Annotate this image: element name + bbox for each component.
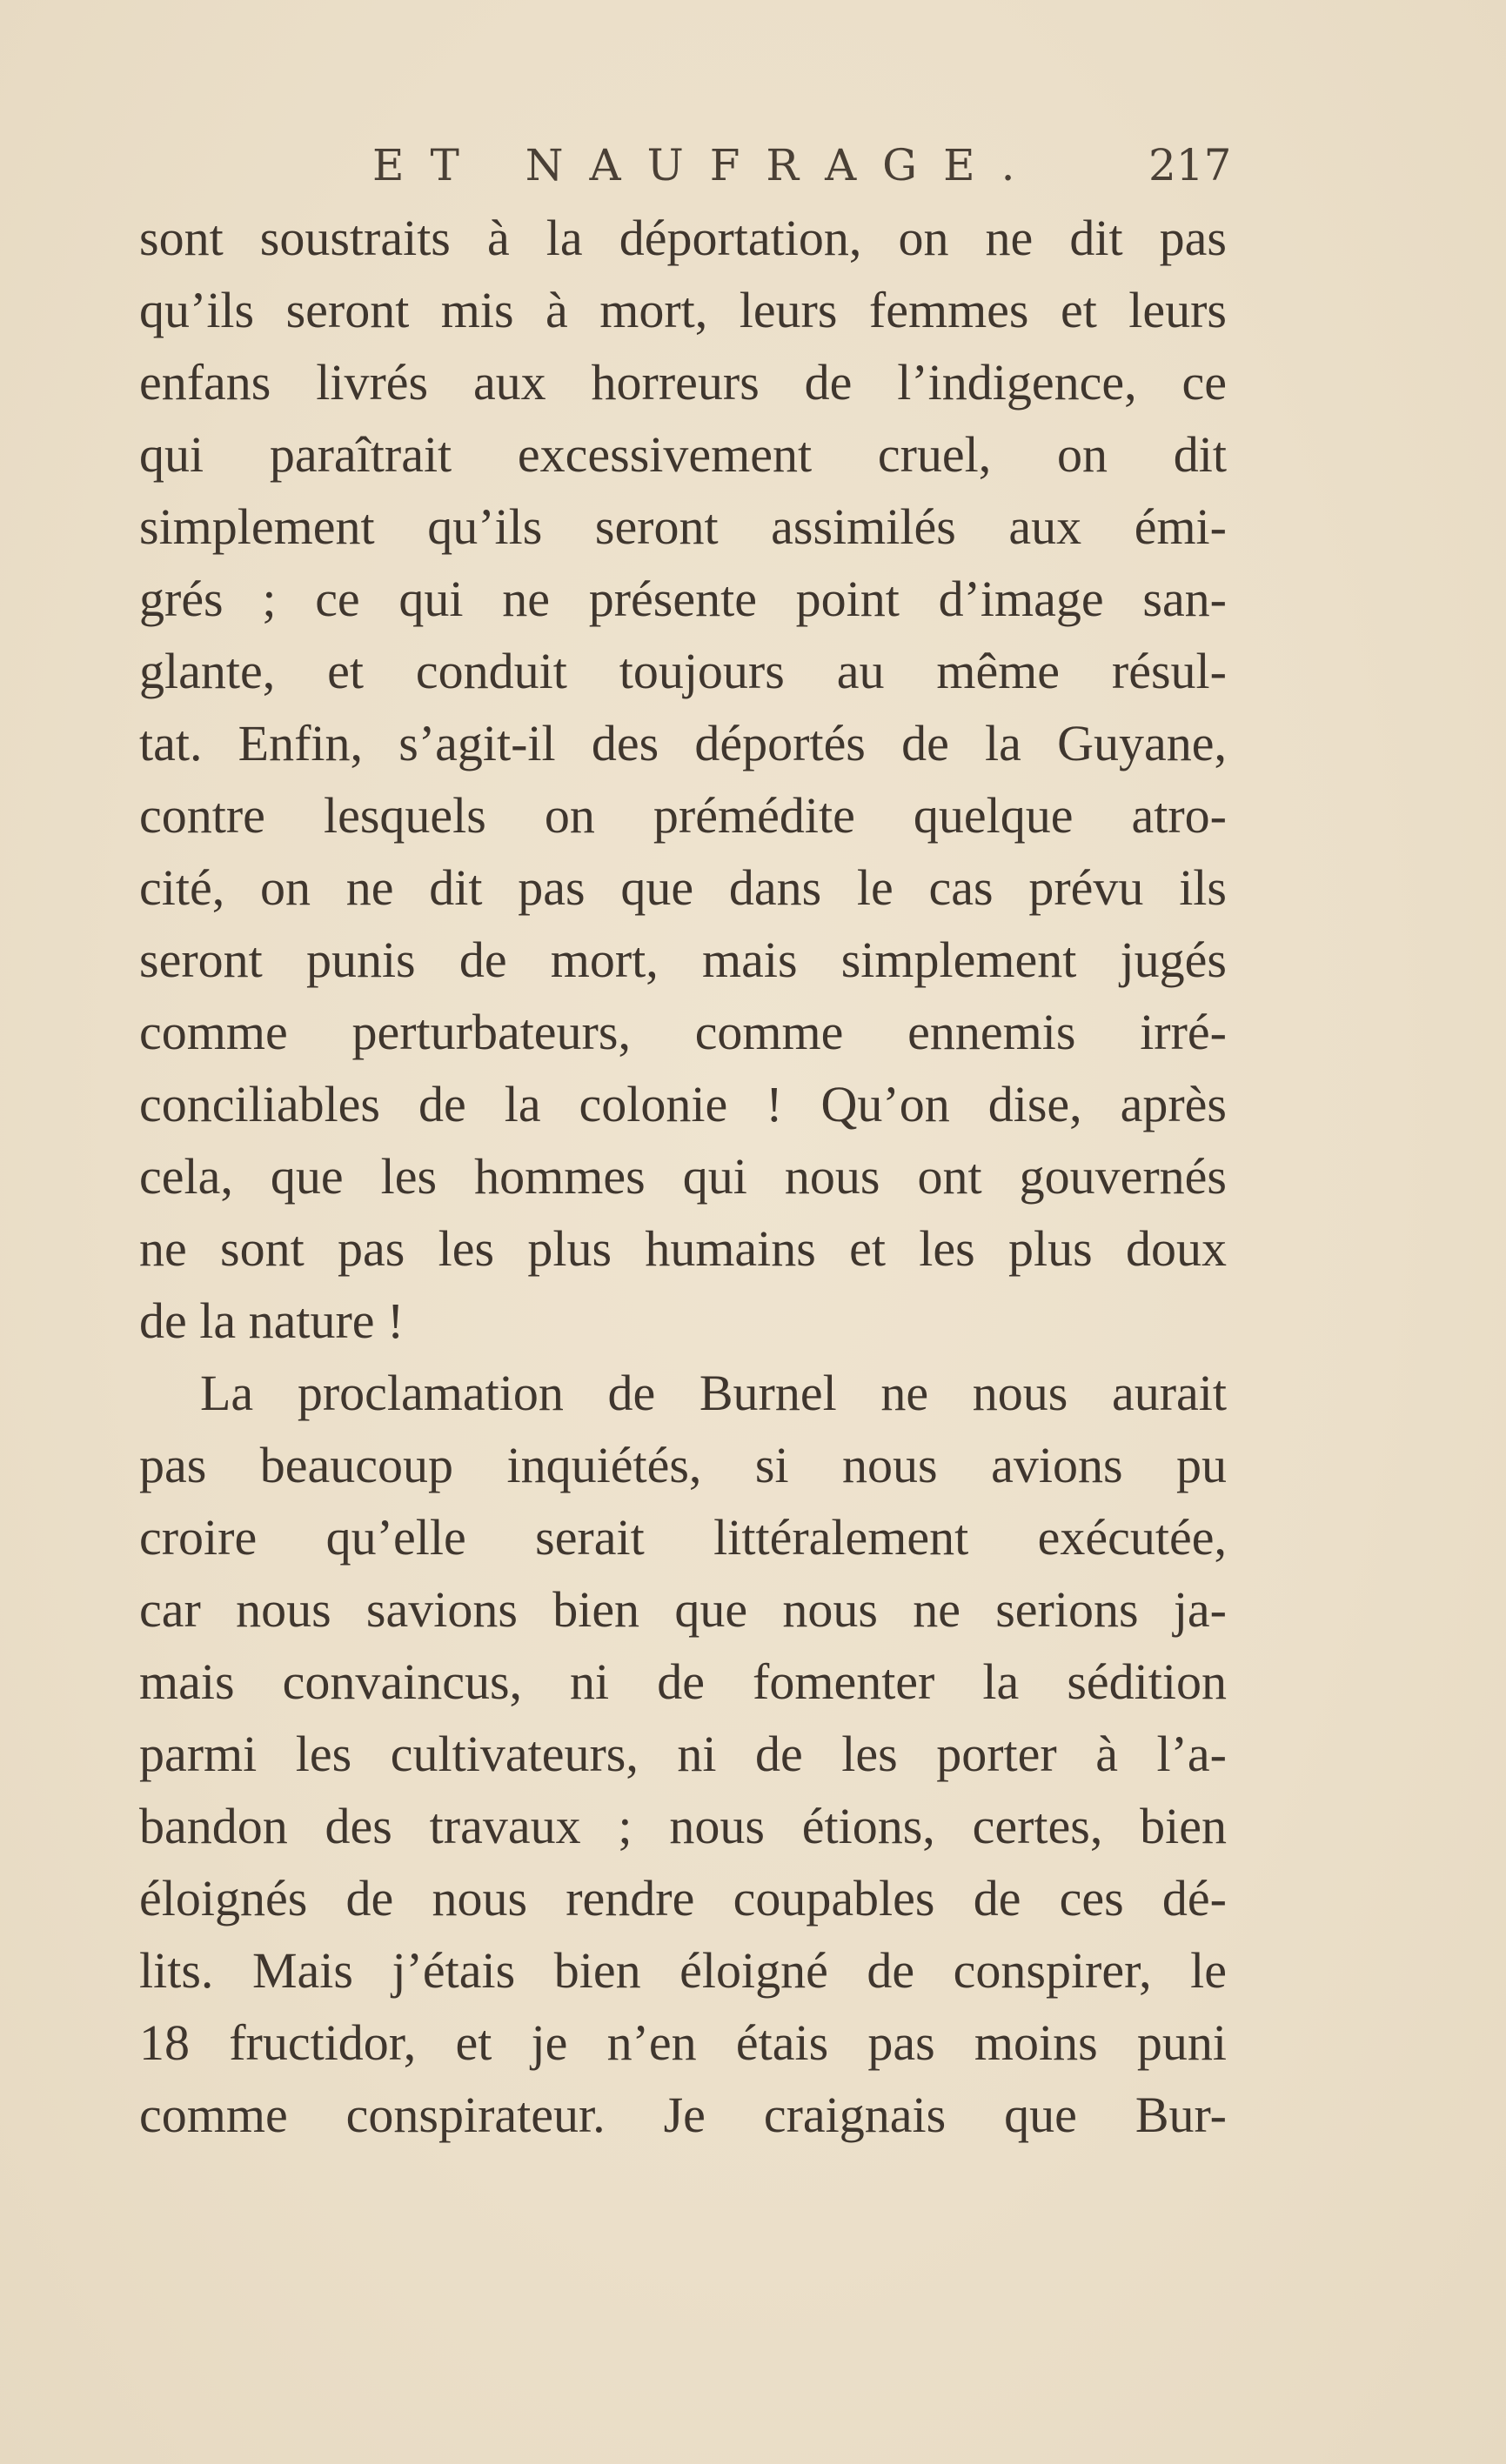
text-line: simplement qu’ils seront assimilés aux émi- (139, 498, 1227, 555)
body-text (139, 202, 1227, 2151)
text-line: contre lesquels on prémédite quelque atro- (139, 787, 1227, 844)
text-line: éloignés de nous rendre coupables de ces dé- (139, 1870, 1227, 1926)
text-line: tat. Enfin, s’agit-il des déportés de la Guyane, (139, 715, 1227, 771)
text-line: 18 fructidor, et je n’en étais pas moins puni (139, 2014, 1227, 2071)
text-line: mais convaincus, ni de fomenter la sédition (139, 1653, 1227, 1710)
text-line: croire qu’elle serait littéralement exécutée, (139, 1509, 1227, 1566)
text-line: pas beaucoup inquiétés, si nous avions pu (139, 1437, 1227, 1493)
text-line: La proclamation de Burnel ne nous aurait (200, 1365, 1227, 1421)
text-line: enfans livrés aux horreurs de l’indigence, ce (139, 354, 1227, 411)
text-line: cité, on ne dit pas que dans le cas prévu ils (139, 859, 1227, 916)
page-header (0, 130, 1506, 200)
text-line: lits. Mais j’étais bien éloigné de conspirer, le (139, 1942, 1227, 1999)
text-line: conciliables de la colonie ! Qu’on dise, après (139, 1076, 1227, 1132)
text-line: cela, que les hommes qui nous ont gouvernés (139, 1148, 1227, 1205)
paragraph (139, 1357, 1227, 2151)
text-line: grés ; ce qui ne présente point d’image san- (139, 571, 1227, 627)
paragraph (139, 202, 1227, 1357)
text-line: comme perturbateurs, comme ennemis irré- (139, 1004, 1227, 1060)
text-line: parmi les cultivateurs, ni de les porter à l’a- (139, 1726, 1227, 1782)
page-number: 217 (1148, 140, 1232, 190)
text-line: de la nature ! (139, 1292, 405, 1349)
text-line: sont soustraits à la déportation, on ne dit pas (139, 210, 1227, 266)
running-title: ET NAUFRAGE. (372, 140, 1041, 190)
text-line: bandon des travaux ; nous étions, certes, bien (139, 1798, 1227, 1854)
text-line: comme conspirateur. Je craignais que Bur- (139, 2087, 1227, 2143)
text-line: qui paraîtrait excessivement cruel, on dit (139, 426, 1227, 483)
text-line: glante, et conduit toujours au même résul- (139, 643, 1227, 699)
text-line: ne sont pas les plus humains et les plus doux (139, 1220, 1227, 1277)
text-line: qu’ils seront mis à mort, leurs femmes et leurs (139, 282, 1227, 338)
text-line: car nous savions bien que nous ne serions ja- (139, 1581, 1227, 1638)
text-line: seront punis de mort, mais simplement jugés (139, 932, 1227, 988)
